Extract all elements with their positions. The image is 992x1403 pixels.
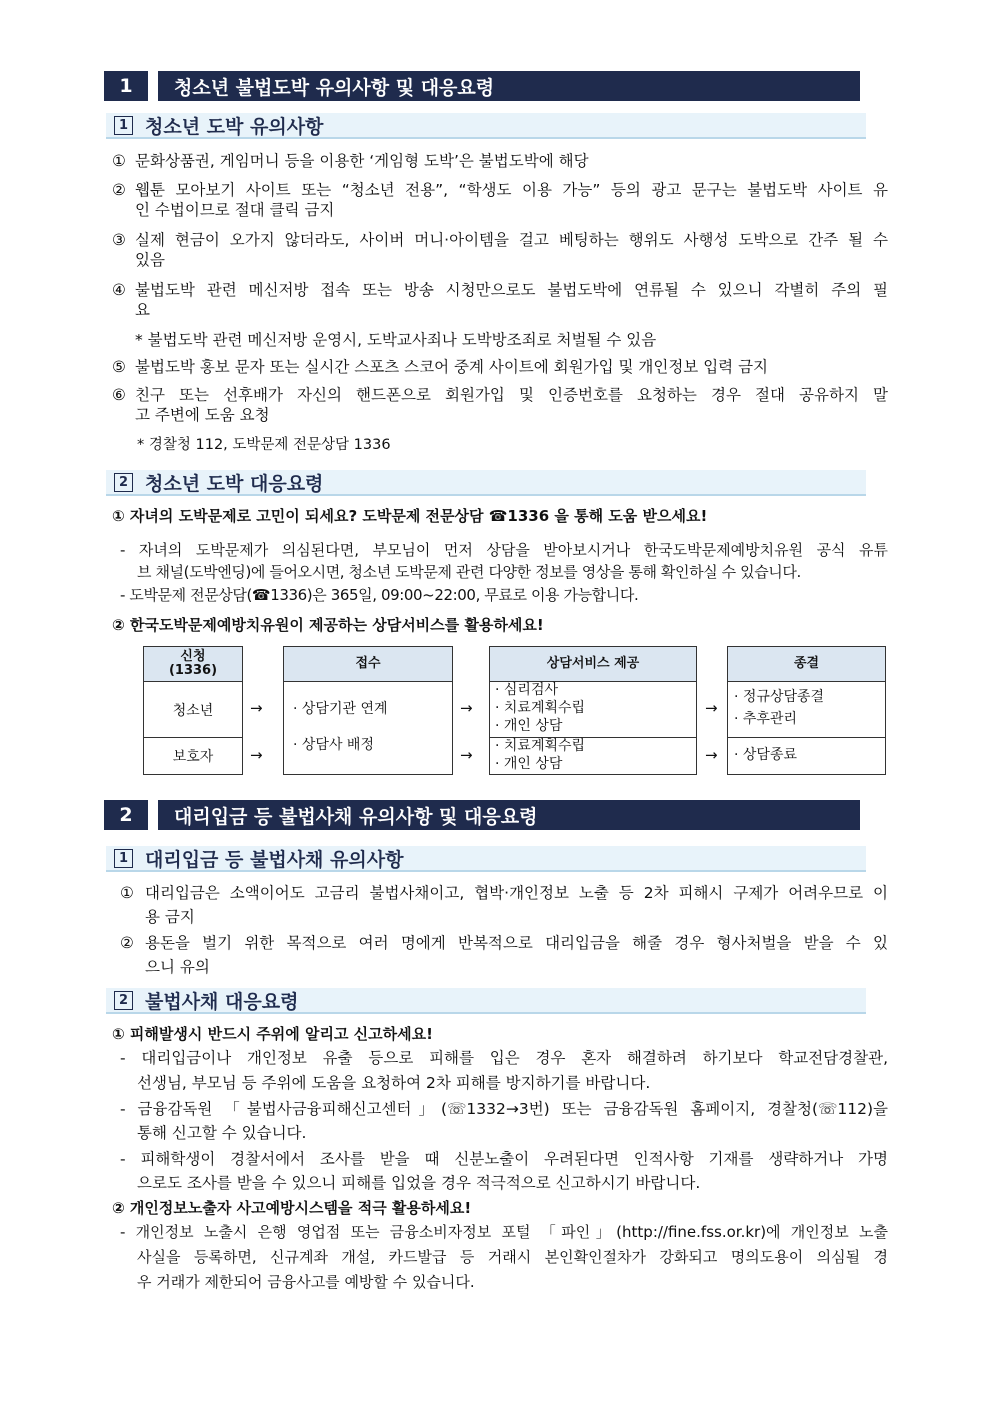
guide-heading: ② 한국도박문제예방치유원이 제공하는 상담서비스를 활용하세요! bbox=[112, 616, 544, 634]
list-item: 웹툰 모아보기 사이트 또는 “청소년 전용”, “학생도 이용 가능” 등의 광고 문구는 불법도박 사이트 유 bbox=[135, 181, 888, 199]
flow-end-item: · 추후관리 bbox=[734, 711, 797, 727]
item-marker: ① bbox=[120, 884, 134, 902]
list-item: 용돈을 벌기 위한 목적으로 여러 명에게 반복적으로 대리입금을 해줄 경우 형사처벌을 받을 수 있 bbox=[145, 934, 888, 952]
subsection-title: 대리입금 등 불법사채 유의사항 bbox=[145, 848, 404, 871]
flow-header-receive: 접수 bbox=[283, 646, 453, 682]
subsection-badge: 1 bbox=[114, 849, 133, 868]
subsection-1-2-header bbox=[106, 470, 866, 496]
list-item: 불법도박 관련 메신저방 접속 또는 방송 시청만으로도 불법도박에 연류될 수 있으니 각별히 주의 필 bbox=[135, 281, 888, 299]
flow-service-item: · 치료계획수립 bbox=[495, 738, 586, 754]
flow-service-item: · 치료계획수립 bbox=[495, 700, 586, 716]
flow-guardian-label: 보호자 bbox=[172, 749, 214, 765]
list-item: 대리입금은 소액이어도 고금리 불법사채이고, 협박·개인정보 노출 등 2차 피해시 구제가 어려우므로 이 bbox=[145, 884, 888, 902]
subsection-badge: 2 bbox=[114, 473, 133, 492]
guide-text: - 금융감독원 「불법사금융피해신고센터」(☏1332→3번) 또는 금융감독원 홈페이지, 경찰청(☏112)을 bbox=[120, 1100, 888, 1118]
item-marker: ② bbox=[120, 934, 134, 952]
flow-header-end: 종결 bbox=[727, 646, 886, 682]
guide-heading: ① 피해발생시 반드시 주위에 알리고 신고하세요! bbox=[112, 1025, 433, 1043]
guide-text-cont: 으로도 조사를 받을 수 있으니 피해를 입었을 경우 적극적으로 신고하시기 바랍니다. bbox=[137, 1174, 701, 1192]
item-marker: ⑤ bbox=[112, 358, 126, 376]
flow-receive-item: · 상담기관 연계 bbox=[293, 701, 388, 717]
subsection-2-2-header bbox=[106, 988, 866, 1014]
section-2-number: 2 bbox=[104, 800, 148, 830]
subsection-title: 청소년 도박 유의사항 bbox=[145, 115, 324, 138]
list-item-cont: 요 bbox=[135, 301, 150, 319]
flow-header-service: 상담서비스 제공 bbox=[489, 646, 697, 682]
flow-service-item: · 개인 상담 bbox=[495, 756, 563, 772]
flow-receive-item: · 상담사 배정 bbox=[293, 737, 374, 753]
flow-receive-box bbox=[283, 681, 453, 775]
list-item-cont: 있음 bbox=[135, 251, 165, 269]
list-item: 문화상품권, 게임머니 등을 이용한 ‘게임형 도박’은 불법도박에 해당 bbox=[135, 152, 589, 170]
guide-text-cont: 브 채널(도박엔딩)에 들어오시면, 청소년 도박문제 관련 다양한 정보를 영상을 통해 확인하실 수 있습니다. bbox=[137, 563, 801, 581]
subsection-badge: 1 bbox=[114, 116, 133, 135]
arrow-right-icon: → bbox=[705, 699, 718, 717]
item-marker: ④ bbox=[112, 281, 126, 299]
subsection-1-1-header bbox=[106, 113, 866, 139]
flow-end-item: · 상담종료 bbox=[734, 747, 797, 763]
guide-text-cont: 통해 신고할 수 있습니다. bbox=[137, 1124, 307, 1142]
guide-text: - 대리입금이나 개인정보 유출 등으로 피해를 입은 경우 혼자 해결하려 하기보다 학교전담경찰관, bbox=[120, 1049, 888, 1067]
list-item: 실제 현금이 오가지 않더라도, 사이버 머니·아이템을 걸고 베팅하는 행위도 사행성 도박으로 간주 될 수 bbox=[135, 231, 888, 249]
flow-service-item: · 심리검사 bbox=[495, 682, 558, 698]
section-1-title: 청소년 불법도박 유의사항 및 대응요령 bbox=[158, 71, 860, 101]
arrow-right-icon: → bbox=[250, 699, 263, 717]
note: * 경찰청 112, 도박문제 전문상담 1336 bbox=[137, 437, 391, 453]
item-marker: ① bbox=[112, 152, 126, 170]
list-item-cont: 인 수법이므로 절대 클릭 금지 bbox=[135, 201, 335, 219]
item-marker: ③ bbox=[112, 231, 126, 249]
guide-text: - 개인정보 노출시 은행 영업점 또는 금융소비자정보 포털 「파인」(http://fine.fss.or.kr)에 개인정보 노출 bbox=[120, 1223, 888, 1241]
list-item-cont: 용 금지 bbox=[145, 908, 195, 926]
list-item-cont: 고 주변에 도움 요청 bbox=[135, 406, 270, 424]
guide-heading: ① 자녀의 도박문제로 고민이 되세요? 도박문제 전문상담 ☎1336 을 통해 도움 받으세요! bbox=[112, 507, 708, 525]
arrow-right-icon: → bbox=[250, 746, 263, 764]
subsection-title: 청소년 도박 대응요령 bbox=[145, 472, 324, 495]
flow-service-item: · 개인 상담 bbox=[495, 718, 563, 734]
section-2-title: 대리입금 등 불법사채 유의사항 및 대응요령 bbox=[158, 800, 860, 830]
list-item: 친구 또는 선후배가 자신의 핸드폰으로 회원가입 및 인증번호를 요청하는 경우 절대 공유하지 말 bbox=[135, 386, 888, 404]
guide-heading: ② 개인정보노출자 사고예방시스템을 적극 활용하세요! bbox=[112, 1199, 472, 1217]
guide-text: - 피해학생이 경찰서에서 조사를 받을 때 신분노출이 우려된다면 인적사항 기재를 생략하거나 가명 bbox=[120, 1150, 888, 1168]
guide-text-cont: 사실을 등록하면, 신규계좌 개설, 카드발급 등 거래시 본인확인절차가 강화되고 명의도용이 의심될 경 bbox=[137, 1248, 888, 1266]
subsection-badge: 2 bbox=[114, 991, 133, 1010]
flow-header-apply: 신청 (1336) bbox=[143, 646, 243, 682]
flow-end-item: · 정규상담종결 bbox=[734, 689, 825, 705]
list-item-cont: 으니 유의 bbox=[145, 958, 210, 976]
guide-text-cont: 선생님, 부모님 등 주위에 도움을 요청하여 2차 피해를 방지하기를 바랍니다. bbox=[137, 1074, 651, 1092]
flow-guardian-box bbox=[143, 737, 243, 775]
arrow-right-icon: → bbox=[460, 746, 473, 764]
section-1-number: 1 bbox=[104, 71, 148, 101]
item-marker: ② bbox=[112, 181, 126, 199]
note: * 불법도박 관련 메신저방 운영시, 도박교사죄나 도박방조죄로 처벌될 수 있음 bbox=[135, 331, 657, 349]
arrow-right-icon: → bbox=[705, 746, 718, 764]
list-item: 불법도박 홍보 문자 또는 실시간 스포츠 스코어 중계 사이트에 회원가입 및 개인정보 입력 금지 bbox=[135, 358, 769, 376]
item-marker: ⑥ bbox=[112, 386, 126, 404]
arrow-right-icon: → bbox=[460, 699, 473, 717]
flow-youth-label: 청소년 bbox=[172, 702, 214, 719]
guide-text-cont: 우 거래가 제한되어 금융사고를 예방할 수 있습니다. bbox=[137, 1273, 475, 1291]
guide-text: - 자녀의 도박문제가 의심된다면, 부모님이 먼저 상담을 받아보시거나 한국도박문제예방치유원 공식 유튜 bbox=[120, 541, 888, 559]
subsection-title: 불법사채 대응요령 bbox=[145, 990, 299, 1013]
flow-youth-box bbox=[143, 681, 243, 738]
subsection-2-1-header bbox=[106, 846, 866, 872]
guide-text: - 도박문제 전문상담(☎1336)은 365일, 09:00~22:00, 무료로 이용 가능합니다. bbox=[120, 586, 639, 604]
